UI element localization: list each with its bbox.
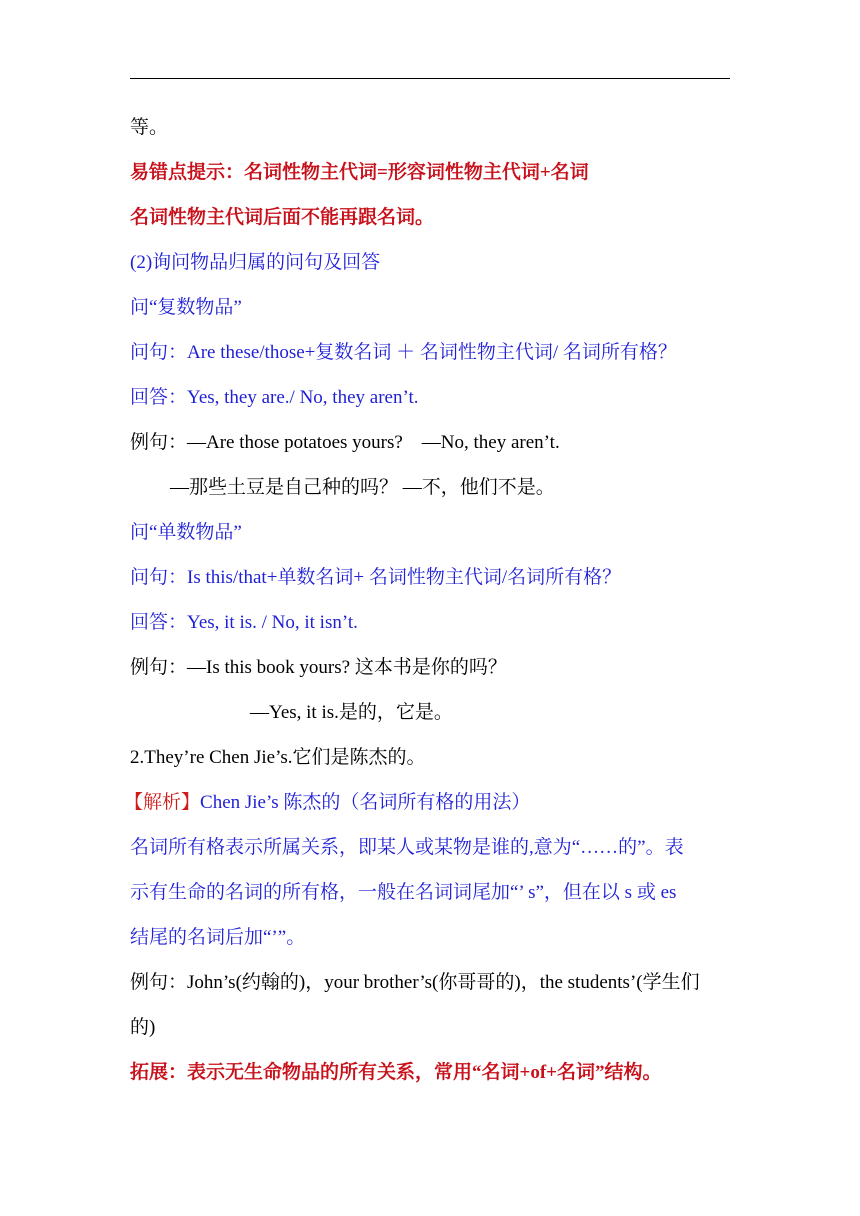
explanation-line: 示有生命的名词的所有格，一般在名词词尾加“’ s”，但在以 s 或 es — [130, 882, 677, 903]
example-answer: —Yes, it is.是的，它是。 — [250, 702, 453, 723]
example-line: 例句：—Is this book yours? 这本书是你的吗？ — [130, 657, 507, 678]
example-line: 例句：John’s(约翰的)，your brother’s(你哥哥的)，the students’(学生们 — [130, 972, 700, 993]
example-translation: —那些土豆是自己种的吗？ —不，他们不是。 — [170, 477, 555, 498]
error-tip-line: 名词性物主代词后面不能再跟名词。 — [130, 207, 435, 228]
example-line: 例句：—Are those potatoes yours? —No, they aren’t. — [130, 432, 560, 453]
analysis-line — [124, 791, 734, 815]
text-line: 等。 — [130, 117, 169, 138]
question-pattern: 问句：Are these/those+复数名词 ＋ 名词性物主代词/ 名词所有格？ — [130, 342, 677, 363]
answer-pattern: 回答：Yes, it is. / No, it isn’t. — [130, 612, 358, 633]
sentence-heading: 2.They’re Chen Jie’s.它们是陈杰的。 — [130, 747, 426, 768]
error-tip-line: 易错点提示：名词性物主代词=形容词性物主代词+名词 — [130, 162, 589, 183]
analysis-text: Chen Jie’s 陈杰的（名词所有格的用法） — [200, 792, 531, 813]
answer-pattern: 回答：Yes, they are./ No, they aren’t. — [130, 387, 419, 408]
analysis-tag: 【解析】 — [124, 792, 201, 813]
section-heading: (2)询问物品归属的问句及回答 — [130, 252, 381, 273]
example-line: 的) — [130, 1017, 156, 1038]
header-rule — [130, 78, 730, 79]
subheading: 问“复数物品” — [130, 297, 242, 318]
question-pattern: 问句：Is this/that+单数名词+ 名词性物主代词/名词所有格？ — [130, 567, 622, 588]
subheading: 问“单数物品” — [130, 522, 242, 543]
explanation-line: 名词所有格表示所属关系，即某人或某物是谁的,意为“……的”。表 — [130, 837, 684, 858]
extension-line: 拓展：表示无生命物品的所有关系，常用“名词+of+名词”结构。 — [130, 1062, 662, 1083]
explanation-line: 结尾的名词后加“’”。 — [130, 927, 306, 948]
